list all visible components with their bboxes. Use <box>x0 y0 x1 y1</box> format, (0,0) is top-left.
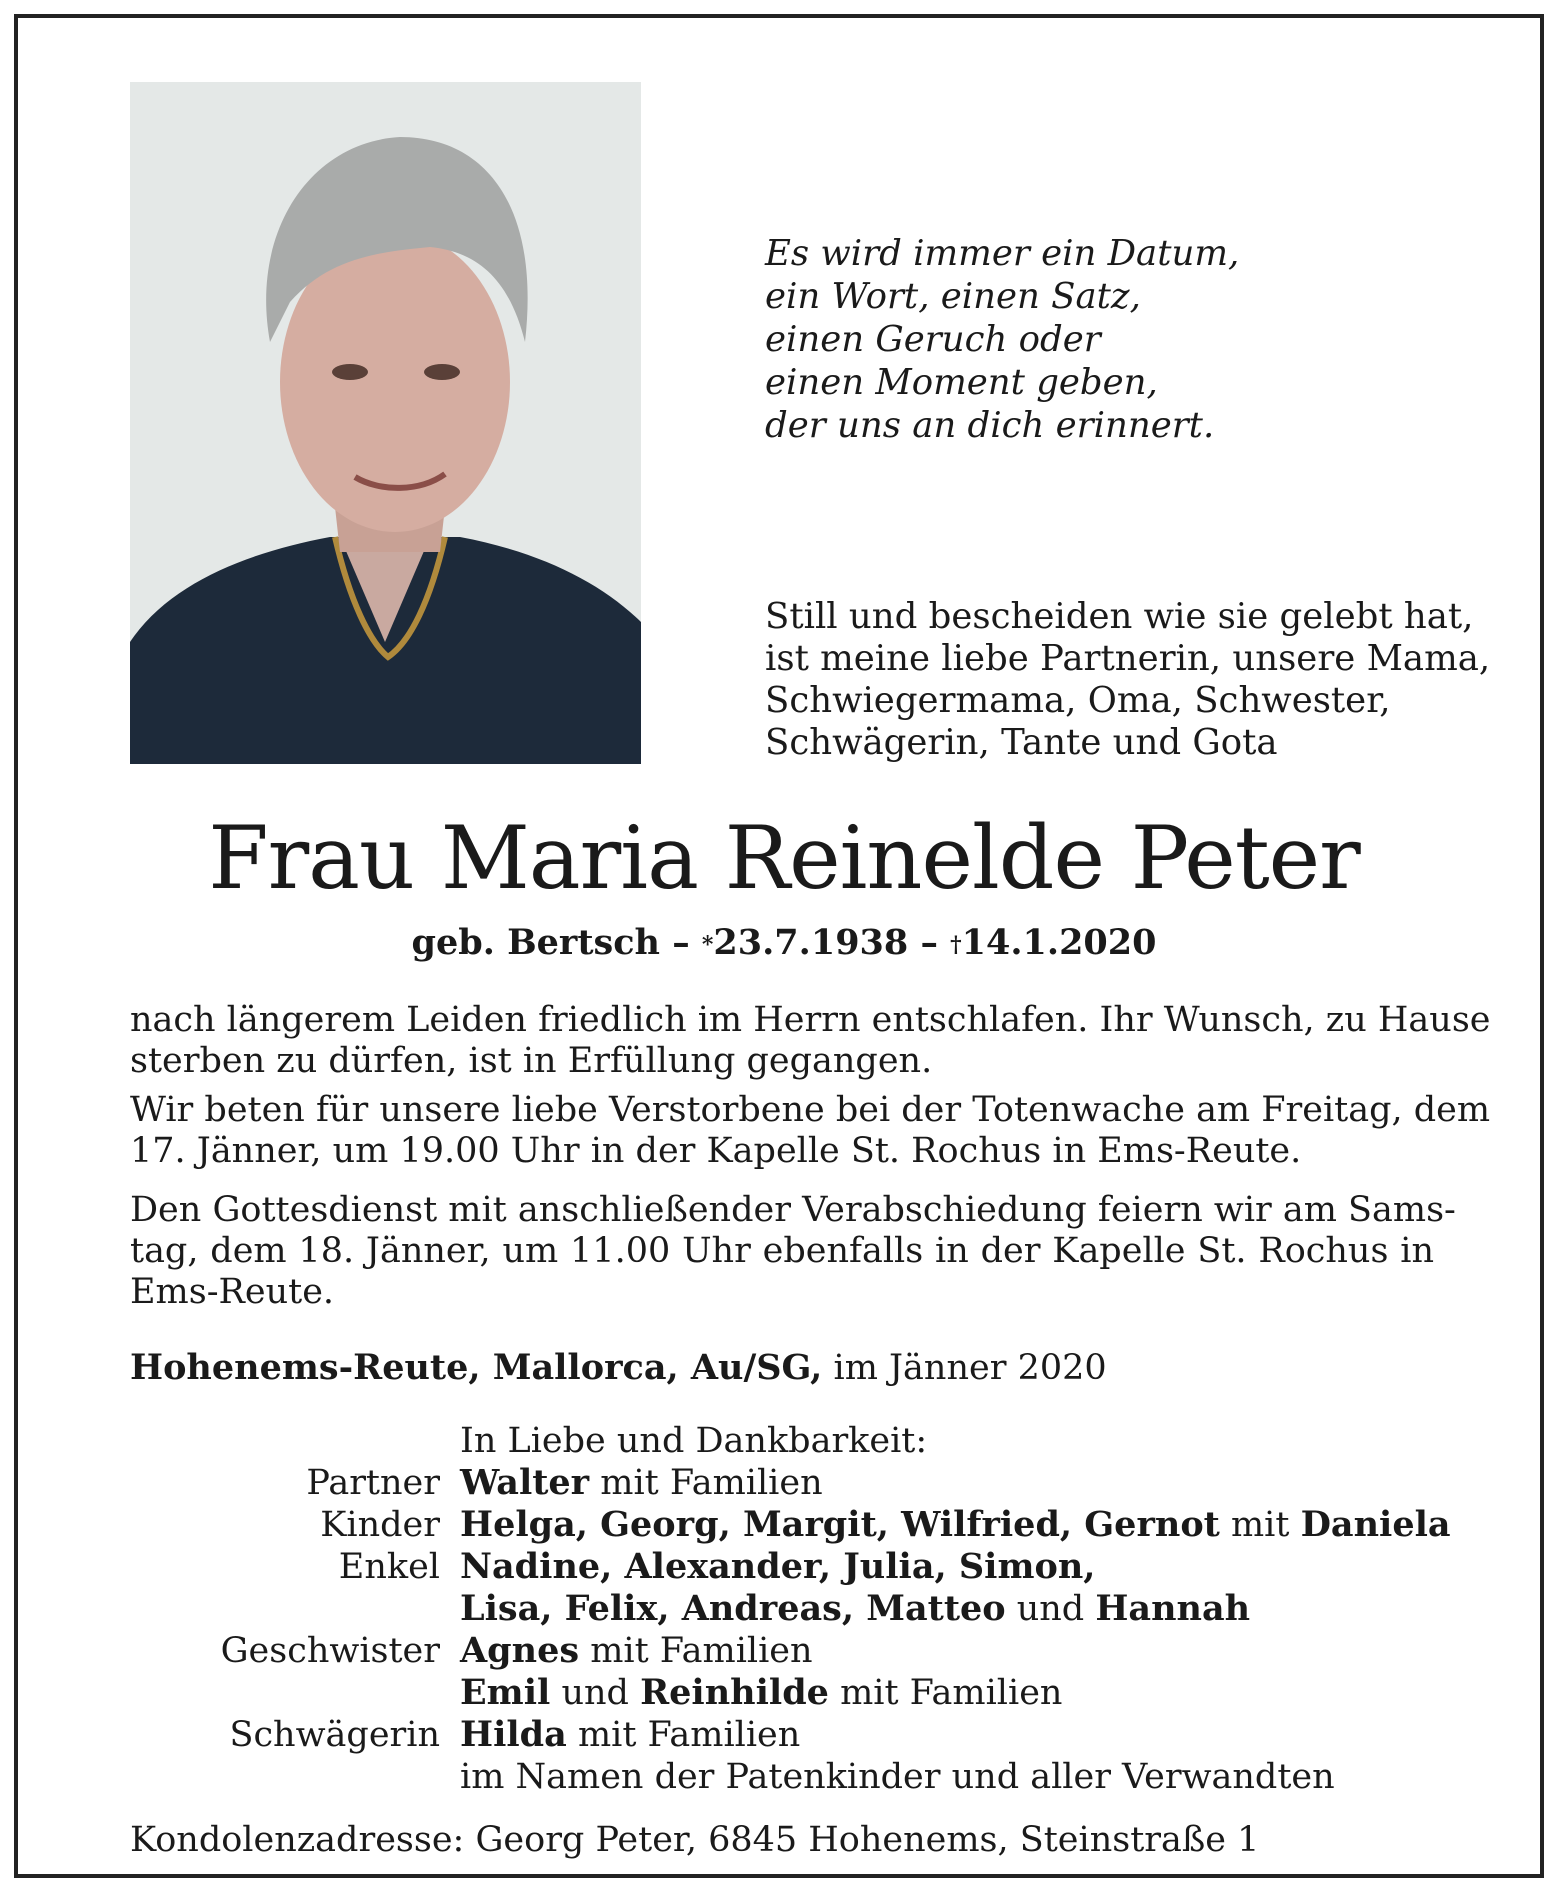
family-row <box>130 1462 1451 1504</box>
family-role: Enkel <box>338 1547 440 1587</box>
family-names <box>460 1756 1335 1798</box>
maiden-name: geb. Bertsch <box>411 922 661 963</box>
relative-name: Helga, Georg, Margit, Wilfried, Gernot <box>460 1504 1220 1545</box>
paragraph-line: nach längerem Leiden friedlich im Herrn entschlafen. Ihr Wunsch, zu Hause <box>130 1000 1491 1040</box>
birth-death-line <box>0 920 1568 966</box>
poem-line: einen Moment geben, <box>765 362 1158 403</box>
family-names <box>460 1546 1095 1588</box>
paragraph-line: Den Gottesdienst mit anschließender Verabschiedung feiern wir am Sams- <box>130 1190 1456 1230</box>
relative-name: Lisa, Felix, Andreas, Matteo <box>460 1588 1006 1629</box>
intro-line: Schwägerin, Tante und Gota <box>765 722 1278 763</box>
connector-text: mit Familien <box>828 1673 1063 1713</box>
family-row <box>130 1672 1451 1714</box>
intro-line: ist meine liebe Partnerin, unsere Mama, <box>765 638 1491 679</box>
family-role <box>130 1588 460 1630</box>
portrait-photo <box>130 82 641 764</box>
relative-name: Reinhilde <box>640 1672 829 1713</box>
family-names <box>460 1504 1451 1546</box>
death-date: 14.1.2020 <box>961 922 1157 963</box>
relative-name: Daniela <box>1300 1504 1451 1545</box>
relative-name: Agnes <box>460 1630 580 1671</box>
relative-name: Hannah <box>1095 1588 1251 1629</box>
poem-line: ein Wort, einen Satz, <box>765 276 1141 317</box>
family-names <box>460 1462 823 1504</box>
birth-symbol: * <box>701 932 714 958</box>
relative-name: Hilda <box>460 1714 567 1755</box>
family-names <box>460 1630 813 1672</box>
paragraph-line: Wir beten für unsere liebe Verstorbene bei der Totenwache am Freitag, dem <box>130 1090 1491 1130</box>
family-names <box>460 1714 800 1756</box>
family-heading: In Liebe und Dankbarkeit: <box>460 1421 928 1461</box>
family-role <box>130 1672 460 1714</box>
place-date-line <box>130 1346 1107 1390</box>
paragraph-line: sterben zu dürfen, ist in Erfüllung gegangen. <box>130 1041 933 1081</box>
family-names <box>460 1588 1250 1630</box>
family-row <box>130 1756 1451 1798</box>
relative-name: Emil <box>460 1672 551 1713</box>
condolence-address: Kondolenzadresse: Georg Peter, 6845 Hohenems, Steinstraße 1 <box>130 1820 1260 1860</box>
family-heading-row <box>130 1420 1451 1462</box>
family-role: Kinder <box>320 1505 440 1545</box>
paragraph-service <box>130 1190 1456 1313</box>
family-role: Partner <box>306 1463 440 1503</box>
poem-quote <box>765 232 1239 447</box>
family-row <box>130 1546 1451 1588</box>
family-list <box>130 1420 1451 1798</box>
relative-name: Walter <box>460 1462 590 1503</box>
poem-line: Es wird immer ein Datum, <box>765 233 1240 274</box>
relative-name: Nadine, Alexander, Julia, Simon, <box>460 1546 1096 1587</box>
death-symbol: † <box>950 932 962 958</box>
paragraph-line: tag, dem 18. Jänner, um 11.00 Uhr ebenfalls in der Kapelle St. Rochus in <box>130 1231 1434 1271</box>
deceased-name: Frau Maria Reinelde Peter <box>208 807 1360 909</box>
intro-text <box>765 596 1490 764</box>
places: Hohenems-Reute, Mallorca, Au/SG, <box>130 1347 823 1388</box>
paragraph-death <box>130 1000 1491 1082</box>
birth-date: 23.7.1938 <box>713 922 909 963</box>
family-row <box>130 1588 1451 1630</box>
connector-text: mit Familien <box>579 1631 813 1671</box>
family-row <box>130 1504 1451 1546</box>
family-role: Schwägerin <box>229 1715 440 1755</box>
family-row <box>130 1714 1451 1756</box>
family-names <box>460 1672 1062 1714</box>
connector-text: mit Familien <box>589 1463 823 1503</box>
poem-line: einen Geruch oder <box>765 319 1101 360</box>
intro-line: Schwiegermama, Oma, Schwester, <box>765 680 1391 721</box>
intro-line: Still und bescheiden wie sie gelebt hat, <box>765 596 1474 637</box>
connector-text: mit Familien <box>566 1715 801 1755</box>
family-row <box>130 1630 1451 1672</box>
family-rows <box>130 1462 1451 1798</box>
connector-text: im Namen der Patenkinder und aller Verwandten <box>460 1757 1335 1797</box>
paragraph-line: 17. Jänner, um 19.00 Uhr in der Kapelle St. Rochus in Ems-Reute. <box>130 1131 1302 1171</box>
connector-text: und <box>1005 1589 1096 1629</box>
paragraph-line: Ems-Reute. <box>130 1272 335 1312</box>
family-role <box>130 1756 460 1798</box>
poem-line: der uns an dich erinnert. <box>765 405 1215 446</box>
family-role: Geschwister <box>220 1631 440 1671</box>
connector-text: und <box>550 1673 641 1713</box>
separator: – <box>672 922 690 963</box>
date-text: im Jänner 2020 <box>833 1348 1107 1388</box>
separator: – <box>920 922 938 963</box>
paragraph-wake <box>130 1090 1491 1172</box>
connector-text: mit <box>1219 1505 1301 1545</box>
